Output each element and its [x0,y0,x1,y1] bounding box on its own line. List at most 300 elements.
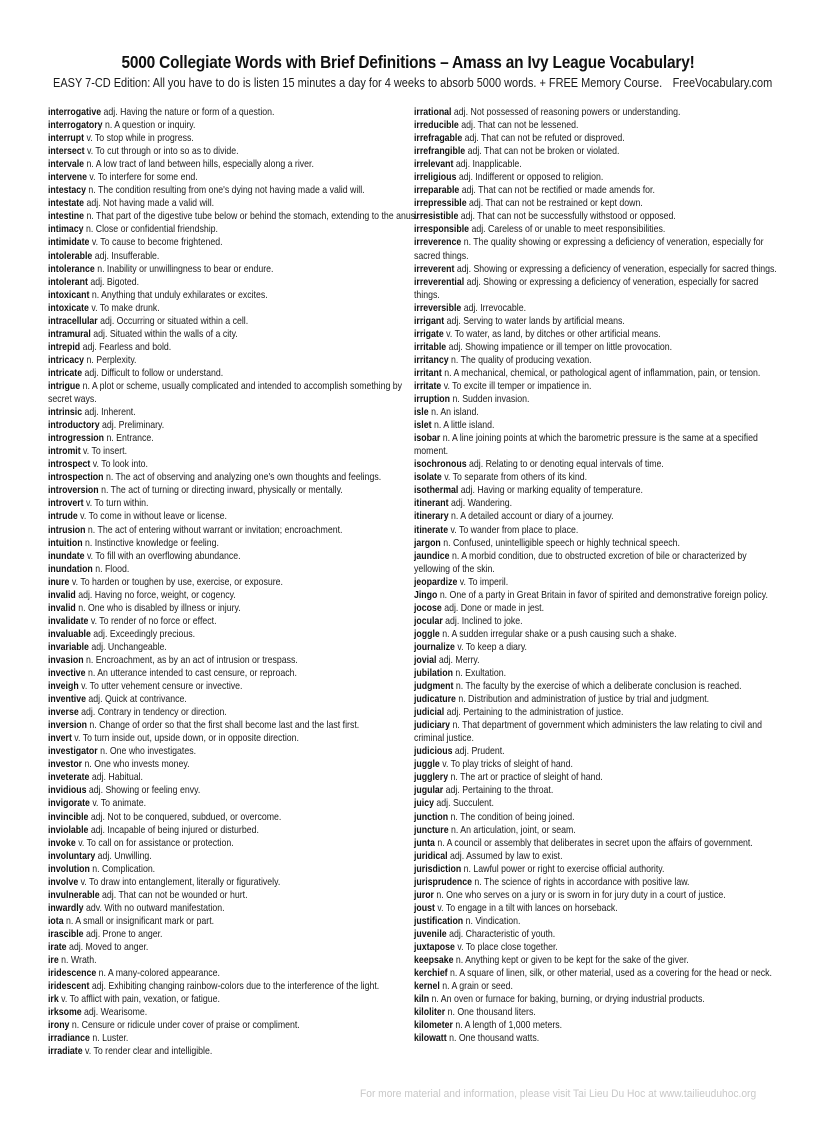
entry-word: kiln [414,994,430,1006]
entry-word: intestacy [48,185,86,197]
entry-definition: n. One who serves on a jury or is sworn in for jury duty in a court of justice. [436,889,726,901]
entry-word: jargon [414,537,441,549]
definition-entry [48,706,419,719]
definition-entry [48,954,419,967]
entry-word: irk [48,994,59,1006]
entry-definition: v. To stop while in progress. [86,133,194,145]
definition-entry [48,510,419,523]
entry-definition: adj. Showing impatience or ill temper on little provocation. [448,341,673,353]
entry-definition: adj. That can not be restrained or kept down. [469,198,643,210]
entry-definition: v. To insert. [83,446,128,458]
definition-entry [414,524,785,537]
entry-definition: adj. Insufferable. [94,250,160,262]
entry-word: invalidate [48,615,89,627]
entry-definition: n. An articulation, joint, or seam. [451,824,576,836]
entry-definition: adj. That can not be refuted or disproved. [464,133,625,145]
definition-entry [414,106,785,119]
entry-word: intervene [48,172,87,184]
entry-word: invective [48,668,86,680]
entry-word: inveigh [48,681,79,693]
definition-entry [414,315,785,328]
entry-word: juror [414,889,434,901]
entry-word: islet [414,420,432,432]
entry-word: irate [48,942,67,953]
entry-definition: adv. With no outward manifestation. [85,902,225,914]
left-column-entries [48,106,419,1058]
definition-entry [48,745,419,758]
entry-definition: adj. Pertaining to the throat. [445,785,554,797]
definition-entry [48,341,419,354]
entry-word: judicial [414,707,445,719]
entry-definition: v. To interfere for some end. [89,172,198,184]
entry-word: juggle [414,759,440,771]
definition-entry [48,550,419,563]
definition-entry [414,419,785,432]
entry-word: kernel [414,981,440,993]
definition-entry [414,1019,785,1032]
definition-entry [48,210,419,223]
definition-entry [414,576,785,589]
entry-word: intestate [48,198,85,210]
entry-word: irreverential [414,276,465,288]
entry-definition: n. The act of turning or directing inward, physically or mentally. [101,485,343,497]
entry-word: invalid [48,602,76,614]
definition-entry [414,876,785,889]
definition-entry [48,654,419,667]
definition-entry [414,119,785,132]
entry-definition: adj. Habitual. [91,772,143,784]
entry-word: irksome [48,1007,82,1019]
entry-definition: adj. Having or marking equality of temperature. [460,485,643,497]
entry-definition: n. One who invests money. [84,759,190,771]
entry-definition: n. The quality of producing vexation. [451,354,592,366]
definition-entry [48,732,419,745]
entry-word: jurisprudence [414,876,472,888]
definition-entry [48,850,419,863]
entry-definition: n. The faculty by the exercise of which a deliberate conclusion is reached. [455,681,742,693]
definition-entry [48,302,419,315]
entry-definition: adj. Not having made a valid will. [86,198,215,210]
entry-word: intolerable [48,250,93,262]
definition-entry [414,471,785,484]
entry-word: intuition [48,537,83,549]
entry-definition: n. A mechanical, chemical, or pathological agent of inflammation, pain, or tension. [444,367,761,379]
definition-entry [48,419,419,432]
definition-entry [414,197,785,210]
definition-entry [414,954,785,967]
definition-entry [48,941,419,954]
entry-definition: adj. That can not be broken or violated. [467,146,620,158]
definition-entry [48,771,419,784]
entry-definition: adj. Prudent. [454,746,505,758]
entry-definition: adj. Serving to water lands by artificial means. [446,315,625,327]
entry-word: isle [414,407,429,419]
page-subtitle [53,76,773,90]
definition-entry [48,524,419,537]
entry-definition: adj. Prone to anger. [86,928,163,940]
entry-word: irresistible [414,211,459,223]
entry-definition: n. The quality showing or expressing a deficiency of veneration, especially for sacred things. [414,237,764,262]
entry-definition: v. To excite ill temper or impatience in. [443,380,592,392]
entry-word: jeopardize [414,576,458,588]
definition-entry [48,641,419,654]
definition-entry [414,236,785,262]
entry-definition: adj. Inapplicable. [455,159,522,171]
entry-definition: n. One thousand liters. [447,1007,536,1019]
entry-word: jocose [414,602,442,614]
entry-definition: v. To wander from place to place. [450,524,579,536]
definition-entry [414,706,785,719]
entry-word: intimacy [48,224,84,236]
entry-word: intromit [48,446,81,458]
definition-entry [48,628,419,641]
entry-word: inverse [48,707,79,719]
definition-entry [414,510,785,523]
entry-word: intoxicant [48,289,90,301]
entry-word: irrefrangible [414,146,466,158]
entry-word: irreverence [414,237,462,249]
entry-definition: n. Entrance. [106,433,154,445]
entry-definition: n. A question or inquiry. [104,120,196,132]
definition-entry [414,1006,785,1019]
left-column [48,106,451,1058]
entry-word: intrigue [48,380,81,392]
entry-word: invincible [48,811,89,823]
entry-definition: v. To render clear and intelligible. [85,1046,213,1058]
entry-definition: v. To turn within. [85,498,149,510]
entry-word: invariable [48,641,89,653]
entry-word: invigorate [48,798,90,810]
definition-entry [414,967,785,980]
entry-definition: adj. Pertaining to the administration of justice. [446,707,624,719]
definition-entry [48,132,419,145]
entry-definition: n. A small or insignificant mark or part. [66,915,215,927]
entry-word: itinerate [414,524,449,536]
definition-entry [48,380,419,406]
entry-definition: n. Anything that unduly exhilarates or excites. [91,289,268,301]
entry-word: juxtapose [414,942,455,953]
entry-definition: n. Luster. [92,1033,129,1045]
entry-definition: adj. Contrary in tendency or direction. [81,707,227,719]
entry-word: irreverent [414,263,455,275]
definition-entry [48,145,419,158]
definition-entry [414,850,785,863]
entry-definition: n. Confused, unintelligible speech or highly technical speech. [443,537,680,549]
entry-definition: adj. Unchangeable. [91,641,167,653]
definition-entry [414,615,785,628]
entry-word: investigator [48,746,98,758]
entry-word: interrupt [48,133,85,145]
entry-definition: v. To separate from others of its kind. [444,472,588,484]
definition-entry [414,837,785,850]
definition-entry [414,550,785,576]
entry-word: introversion [48,485,99,497]
definition-entry [414,824,785,837]
entry-definition: n. Complication. [92,863,156,875]
entry-word: intoxicate [48,302,89,314]
definition-entry [414,171,785,184]
definition-entry [48,250,419,263]
definition-entry [48,106,419,119]
entry-word: inundation [48,563,93,575]
definition-entry [414,1032,785,1045]
entry-word: introvert [48,498,84,510]
site-link[interactable]: FreeVocabulary.com [672,76,773,90]
entry-definition: n. Sudden invasion. [452,394,530,406]
entry-word: junta [414,837,435,849]
entry-definition: adj. Merry. [438,654,480,666]
entry-word: irreducible [414,120,459,132]
entry-word: irritant [414,367,442,379]
entry-word: jurisdiction [414,863,462,875]
definition-entry [48,432,419,445]
entry-word: inure [48,576,70,588]
entry-definition: n. One who investigates. [100,746,197,758]
definition-entry [414,432,785,458]
entry-definition: adj. Occurring or situated within a cell. [100,315,249,327]
entry-word: inversion [48,720,87,732]
definition-entry [48,967,419,980]
definition-entry [414,628,785,641]
entry-word: irreparable [414,185,460,197]
entry-word: inveterate [48,772,90,784]
definition-entry [414,941,785,954]
entry-definition: n. The act of entering without warrant or invitation; encroachment. [87,524,343,536]
entry-definition: adj. Showing or feeling envy. [88,785,201,797]
entry-word: judicature [414,694,456,706]
entry-definition: adj. Having no force, weight, or cogency. [78,589,236,601]
entry-definition: v. To engage in a tilt with lances on horseback. [437,902,618,914]
entry-word: justification [414,915,464,927]
entry-definition: adj. Assumed by law to exist. [450,850,563,862]
entry-word: intrepid [48,341,81,353]
definition-entry [414,719,785,745]
entry-definition: n. Lawful power or right to exercise official authority. [463,863,665,875]
entry-definition: v. To cause to become frightened. [91,237,223,249]
entry-definition: adj. Succulent. [436,798,494,810]
entry-word: isolate [414,472,442,484]
entry-word: kilometer [414,1020,453,1032]
entry-definition: adj. Incapable of being injured or disturbed. [90,824,259,836]
entry-word: irritable [414,341,447,353]
entry-word: involution [48,863,90,875]
definition-entry [48,471,419,484]
definition-entry [414,641,785,654]
definition-entry [414,589,785,602]
entry-word: juicy [414,798,434,810]
entry-word: keepsake [414,955,454,967]
entry-word: jugular [414,785,444,797]
entry-word: irreversible [414,302,462,314]
entry-definition: adj. Careless of or unable to meet responsibilities. [471,224,666,236]
entry-definition: adj. That can not be successfully withstood or opposed. [460,211,676,223]
definition-entry [48,563,419,576]
definition-entry [414,132,785,145]
entry-word: kilowatt [414,1033,447,1045]
definition-entry [48,589,419,602]
entry-definition: n. One who is disabled by illness or injury. [78,602,241,614]
entry-word: intricacy [48,354,85,366]
entry-definition: v. To make drunk. [91,302,160,314]
entry-word: isochronous [414,459,467,471]
definition-entry [414,758,785,771]
entry-definition: n. An utterance intended to cast censure, or reproach. [87,668,297,680]
definition-entry [48,289,419,302]
definition-entry [414,184,785,197]
entry-definition: adj. Showing or expressing a deficiency of veneration, especially for sacred things. [456,263,777,275]
definition-entry [48,1032,419,1045]
page-title: 5000 Collegiate Words with Brief Definitions – Amass an Ivy League Vocabulary! [121,52,695,72]
definition-entry [414,276,785,302]
entry-definition: v. To keep a diary. [457,641,527,653]
entry-word: involuntary [48,850,96,862]
definition-entry [414,406,785,419]
entry-definition: adj. Exceedingly precious. [93,628,196,640]
entry-definition: v. To animate. [92,798,147,810]
definition-entry [414,680,785,693]
entry-definition: n. A square of linen, silk, or other material, used as a covering for the head or neck. [450,968,772,980]
definition-entry [414,889,785,902]
definition-entry [48,406,419,419]
definition-entry [414,797,785,810]
definition-entry [414,863,785,876]
entry-word: juncture [414,824,449,836]
entry-word: itinerant [414,498,449,510]
definition-entry [414,537,785,550]
definition-entry [48,837,419,850]
entry-definition: n. A length of 1,000 meters. [455,1020,563,1032]
entry-word: interrogative [48,107,102,118]
definition-entry [414,302,785,315]
definition-entry [48,184,419,197]
definition-entry [414,223,785,236]
entry-definition: adj. Having the nature or form of a question. [103,107,275,118]
entry-word: intolerant [48,276,88,288]
definition-entry [414,484,785,497]
definition-entry [48,354,419,367]
definition-entry [48,276,419,289]
entry-word: invasion [48,654,84,666]
entry-definition: n. A sudden irregular shake or a push causing such a shake. [442,628,677,640]
entry-definition: adj. Relating to or denoting equal intervals of time. [469,459,664,471]
definition-entry [414,915,785,928]
entry-word: interrogatory [48,120,103,132]
entry-word: irrigant [414,315,445,327]
entry-definition: n. Flood. [95,563,130,575]
entry-definition: adj. Wearisome. [84,1007,148,1019]
entry-definition: adj. That can not be lessened. [461,120,579,132]
entry-word: introductory [48,420,100,432]
entry-definition: adj. Exhibiting changing rainbow-colors due to the interference of the light. [91,981,380,993]
entry-definition: v. To play tricks of sleight of hand. [442,759,573,771]
entry-definition: adj. Not possessed of reasoning powers or understanding. [453,107,681,118]
definition-entry [48,315,419,328]
entry-word: inundate [48,550,85,562]
definition-entry [48,1045,419,1058]
entry-word: kerchief [414,968,448,980]
entry-definition: v. To render of no force or effect. [90,615,217,627]
entry-word: irruption [414,394,451,406]
subtitle-text: EASY 7-CD Edition: All you have to do is listen 15 minutes a day for 4 weeks to absorb 5000 words. + FREE Memory Course. [53,76,663,90]
definition-entry [48,458,419,471]
definition-entry [414,328,785,341]
entry-definition: n. The art or practice of sleight of hand. [450,772,603,784]
entry-definition: v. To cut through or into so as to divide. [86,146,239,158]
entry-definition: n. The science of rights in accordance with positive law. [474,876,690,888]
entry-definition: adj. Characteristic of youth. [449,928,556,940]
definition-entry [414,771,785,784]
definition-entry [48,876,419,889]
entry-definition: v. To look into. [92,459,149,471]
entry-word: intrusion [48,524,86,536]
entry-definition: n. A morbid condition, due to obstructed excretion of bile or characterized by yellowing of the skin. [414,550,747,575]
definition-entry [414,928,785,941]
entry-word: irreligious [414,172,457,184]
entry-definition: adj. Indifferent or opposed to religion. [458,172,604,184]
definition-entry [48,863,419,876]
entry-word: intricate [48,367,83,379]
definition-entry [48,902,419,915]
entry-word: irascible [48,928,84,940]
entry-word: ire [48,955,59,967]
entry-word: judiciary [414,720,451,732]
definition-entry [48,1019,419,1032]
entry-definition: adj. Preliminary. [102,420,165,432]
definition-entry [48,119,419,132]
definition-entry [48,1006,419,1019]
entry-definition: n. Censure or ridicule under cover of praise or compliment. [71,1020,300,1032]
definition-entry [414,980,785,993]
entry-definition: n. Inability or unwillingness to bear or endure. [97,263,274,275]
entry-word: introspect [48,459,91,471]
entry-definition: n. Change of order so that the first shall become last and the last first. [89,720,360,732]
entry-word: irritate [414,380,442,392]
definition-entry [414,667,785,680]
entry-word: itinerary [414,511,449,523]
entry-word: jubilation [414,668,453,680]
entry-definition: n. An oven or furnace for baking, burning, or drying industrial products. [431,994,705,1006]
entry-definition: n. A many-colored appearance. [98,968,220,980]
entry-definition: n. Instinctive knowledge or feeling. [84,537,219,549]
entry-definition: adj. Not to be conquered, subdued, or overcome. [90,811,282,823]
entry-definition: n. Wrath. [61,955,97,967]
entry-word: Jingo [414,589,438,601]
entry-definition: n. A low tract of land between hills, especially along a river. [86,159,314,171]
entry-word: involve [48,876,79,888]
entry-word: inwardly [48,902,84,914]
entry-word: irrelevant [414,159,454,171]
definition-entry [48,784,419,797]
definition-entry [48,445,419,458]
definition-entry [48,602,419,615]
definition-entry [414,158,785,171]
definition-entry [414,354,785,367]
entry-definition: n. Distribution and administration of justice by trial and judgment. [458,694,710,706]
definition-entry [414,210,785,223]
entry-word: irradiance [48,1033,90,1045]
entry-word: intestine [48,211,85,223]
entry-word: invalid [48,589,76,601]
definition-entry [414,693,785,706]
entry-word: judgment [414,681,454,693]
entry-definition: adj. Moved to anger. [68,942,149,953]
entry-definition: adj. Inherent. [84,407,136,419]
entry-definition: n. A plot or scheme, usually complicated and intended to accomplish something by secret ways. [48,380,403,406]
entry-definition: v. To draw into entanglement, literally or figuratively. [80,876,281,888]
entry-definition: v. To utter vehement censure or invective. [81,681,243,693]
entry-word: juvenile [414,928,447,940]
definition-entry [48,667,419,680]
